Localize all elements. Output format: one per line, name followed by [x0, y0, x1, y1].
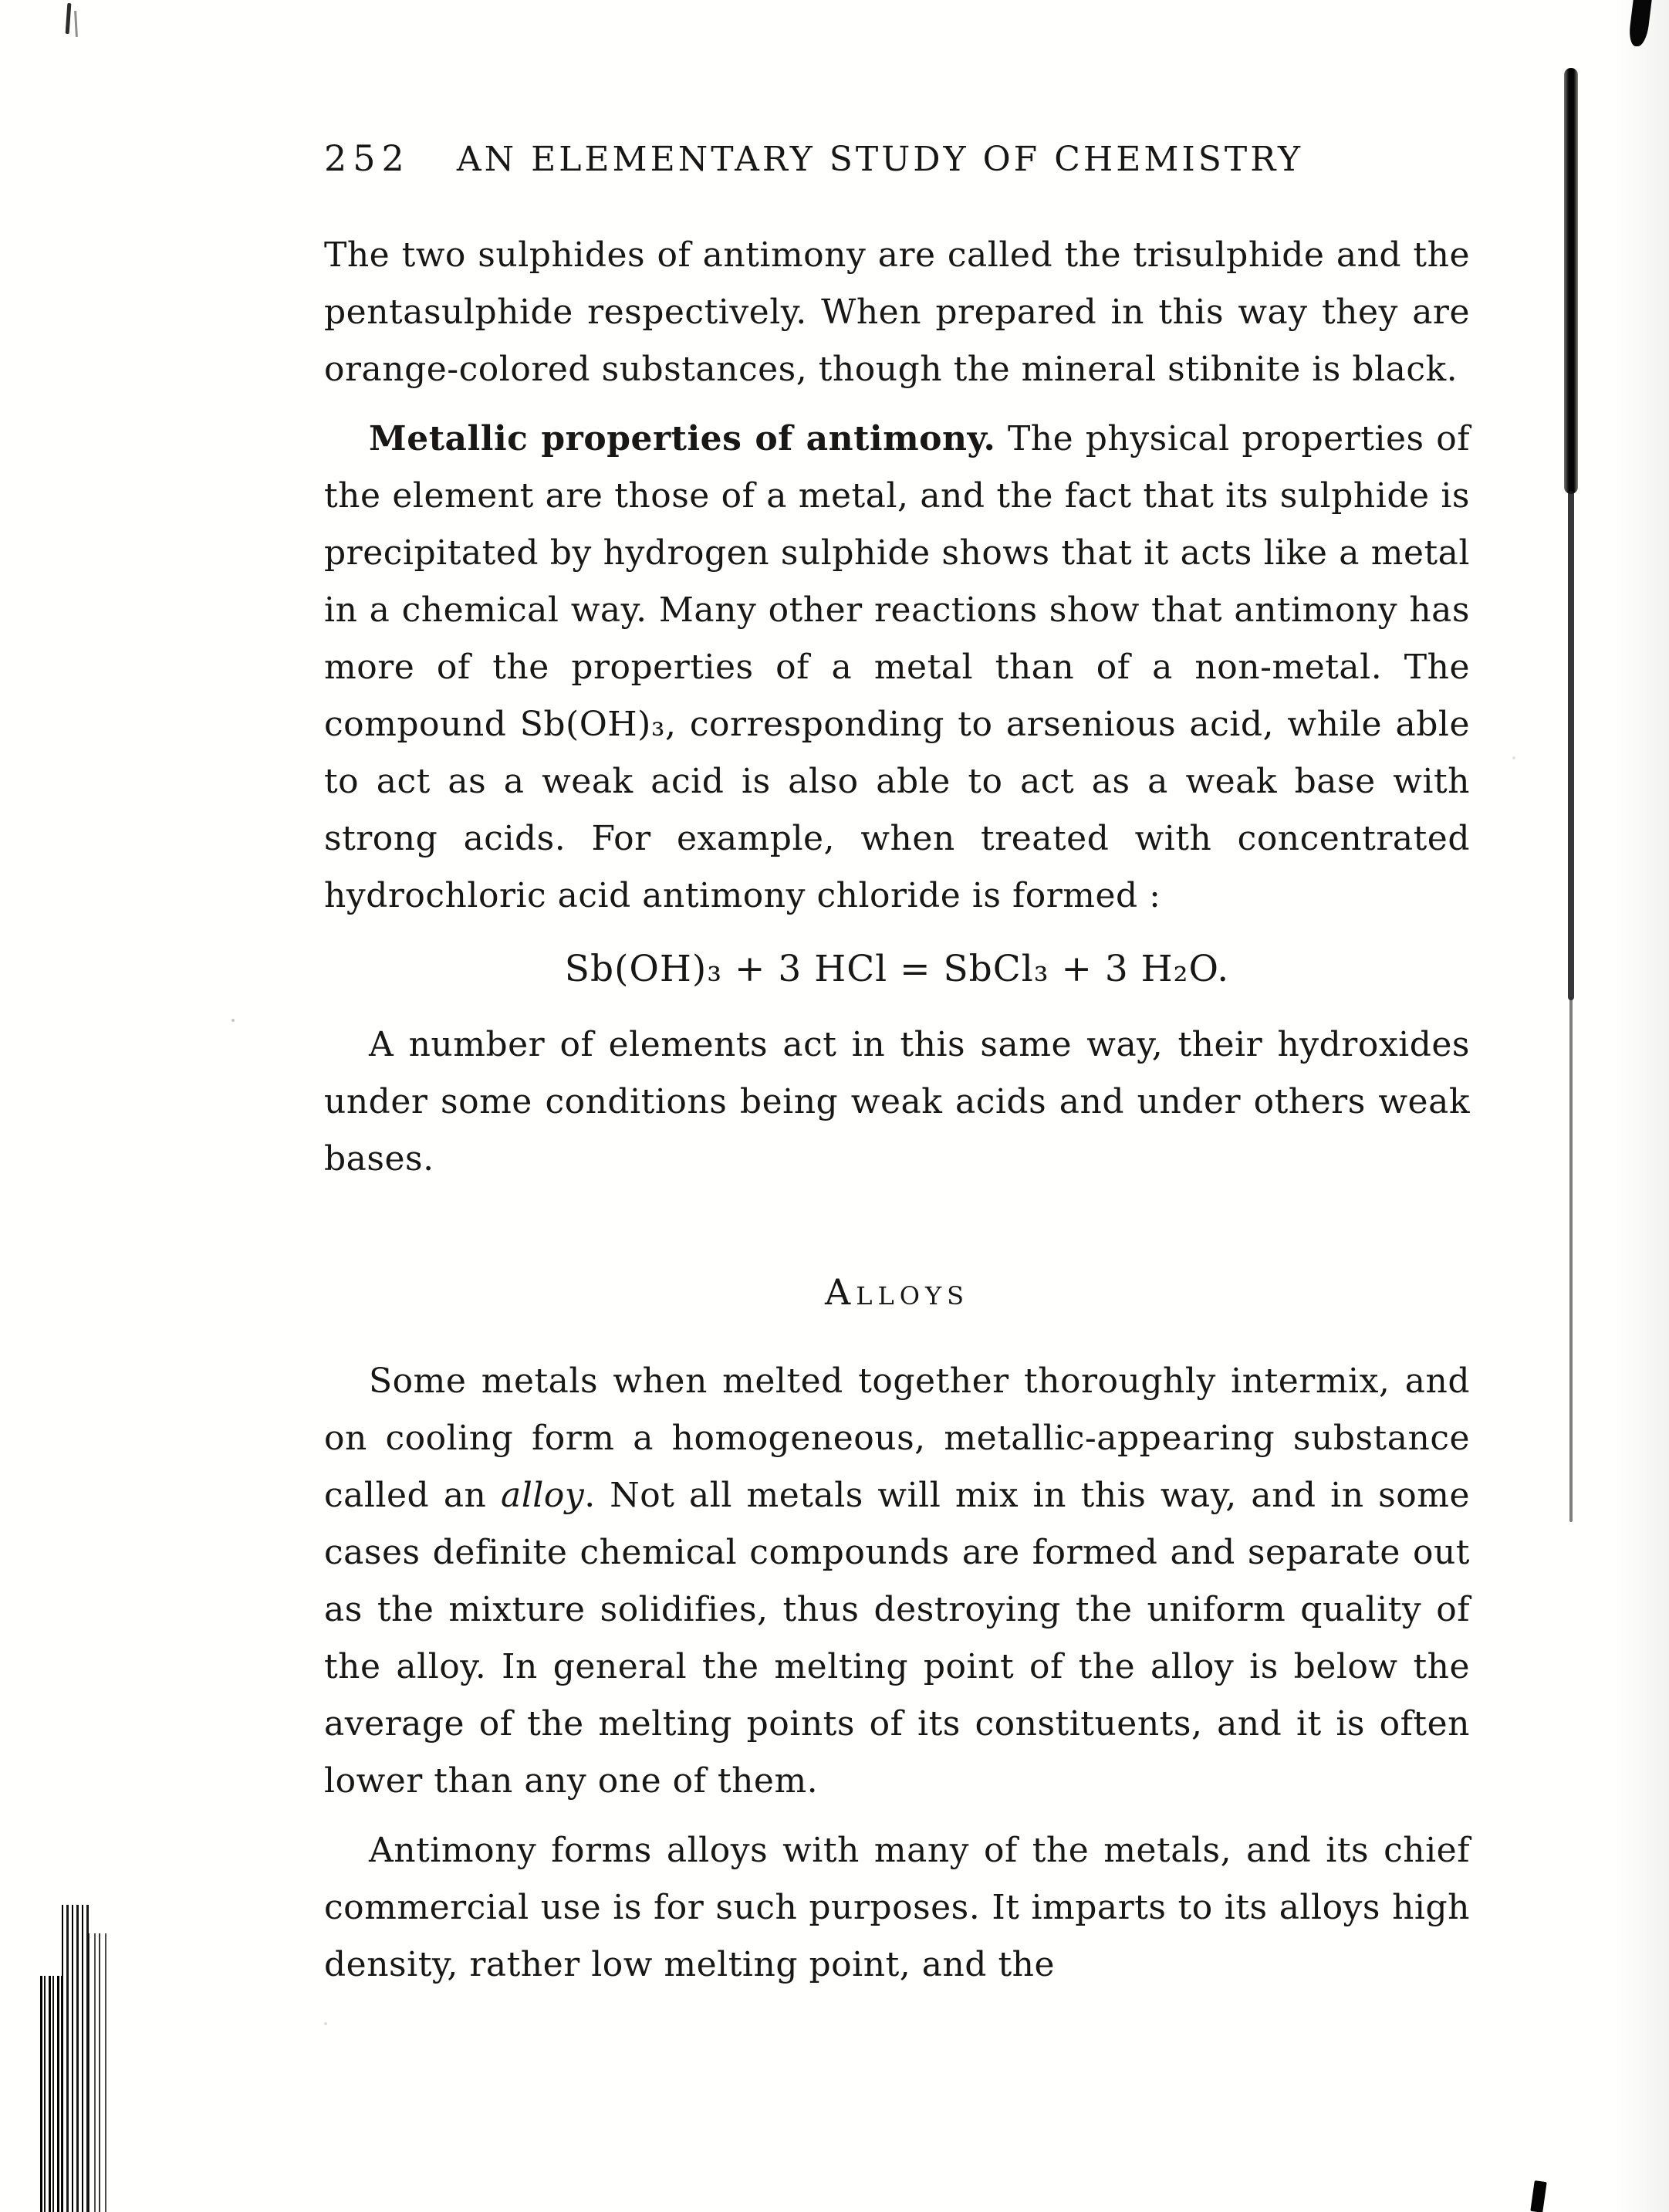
paragraph-metallic-properties: [324, 411, 1470, 925]
paragraph-hydroxides: A number of elements act in this same way, their hydroxides under some conditions being weak acids and under others weak bases.: [324, 1025, 1470, 1179]
running-head: [324, 137, 1470, 179]
paragraph-antimony-alloys: Antimony forms alloys with many of the metals, and its chief commercial use is for such purposes. It imparts to its alloys high density, rather low melting point, and the: [324, 1831, 1470, 1984]
paragraph-body-text: The physical properties of the element are those of a metal, and the fact that its sulphide is precipitated by hydrogen sulphide shows that it acts like a metal in a chemical way. Many other reactions show that antimony has more of the properties of a metal than of a non-metal. The compound Sb(OH)₃, corresponding to arsenious acid, while able to act as a weak acid is also able to act as a weak base with strong acids. For example, when treated with concentrated hydrochloric acid antimony chloride is formed :: [324, 419, 1470, 915]
section-heading-alloys: Alloys: [824, 1271, 969, 1313]
scan-artifact-topleft-stroke-2: [74, 11, 78, 37]
paragraph-text-segment: . Not all metals will mix in this way, and in some cases definite chemical compounds are formed and separate out as the mixture solidifies, thus destroying the uniform quality of the alloy. In general the melting point of the alloy is below the average of the melting points of its constituents, and it is often lower than any one of them.: [324, 1476, 1470, 1801]
chemical-equation: Sb(OH)₃ + 3 HCl = SbCl₃ + 3 H₂O.: [564, 948, 1230, 990]
paragraph-sulphides: The two sulphides of antimony are called the trisulphide and the pentasulphide respectively. When prepared in this way they are orange-colored substances, though the mineral stibnite is black.: [324, 235, 1470, 389]
scan-artifact-right-band-mid: [1568, 491, 1574, 1000]
page-number: 252: [324, 137, 410, 179]
paragraph-alloys-intro: [324, 1353, 1470, 1810]
scan-noise-dot: [324, 2022, 327, 2025]
scan-artifact-streaks-mid: [62, 1905, 91, 2212]
scan-artifact-topleft-stroke: [66, 3, 72, 34]
scan-artifact-right-band-thin: [1569, 997, 1573, 1522]
scan-noise-dot: [231, 1019, 235, 1022]
scan-artifact-right-band-thick: [1564, 68, 1578, 494]
paragraph-lead-bold: Metallic properties of antimony.: [369, 419, 996, 458]
scan-artifact-streaks-left: [40, 1976, 63, 2212]
text-column: [324, 137, 1470, 1994]
scan-noise-dot: [1512, 756, 1515, 759]
paragraph-text-segment: Some metals when melted together thoroughly intermix, and on cooling form a homogeneous, metallic-appearing substance called an: [324, 1361, 1470, 1515]
scan-artifact-bottom-mark: [1530, 2180, 1546, 2212]
scan-artifact-streaks-right: [88, 1933, 108, 2212]
page-edge-shadow: [1615, 0, 1669, 2212]
running-title: AN ELEMENTARY STUDY OF CHEMISTRY: [456, 140, 1304, 179]
italic-term-alloy: alloy: [500, 1476, 585, 1515]
